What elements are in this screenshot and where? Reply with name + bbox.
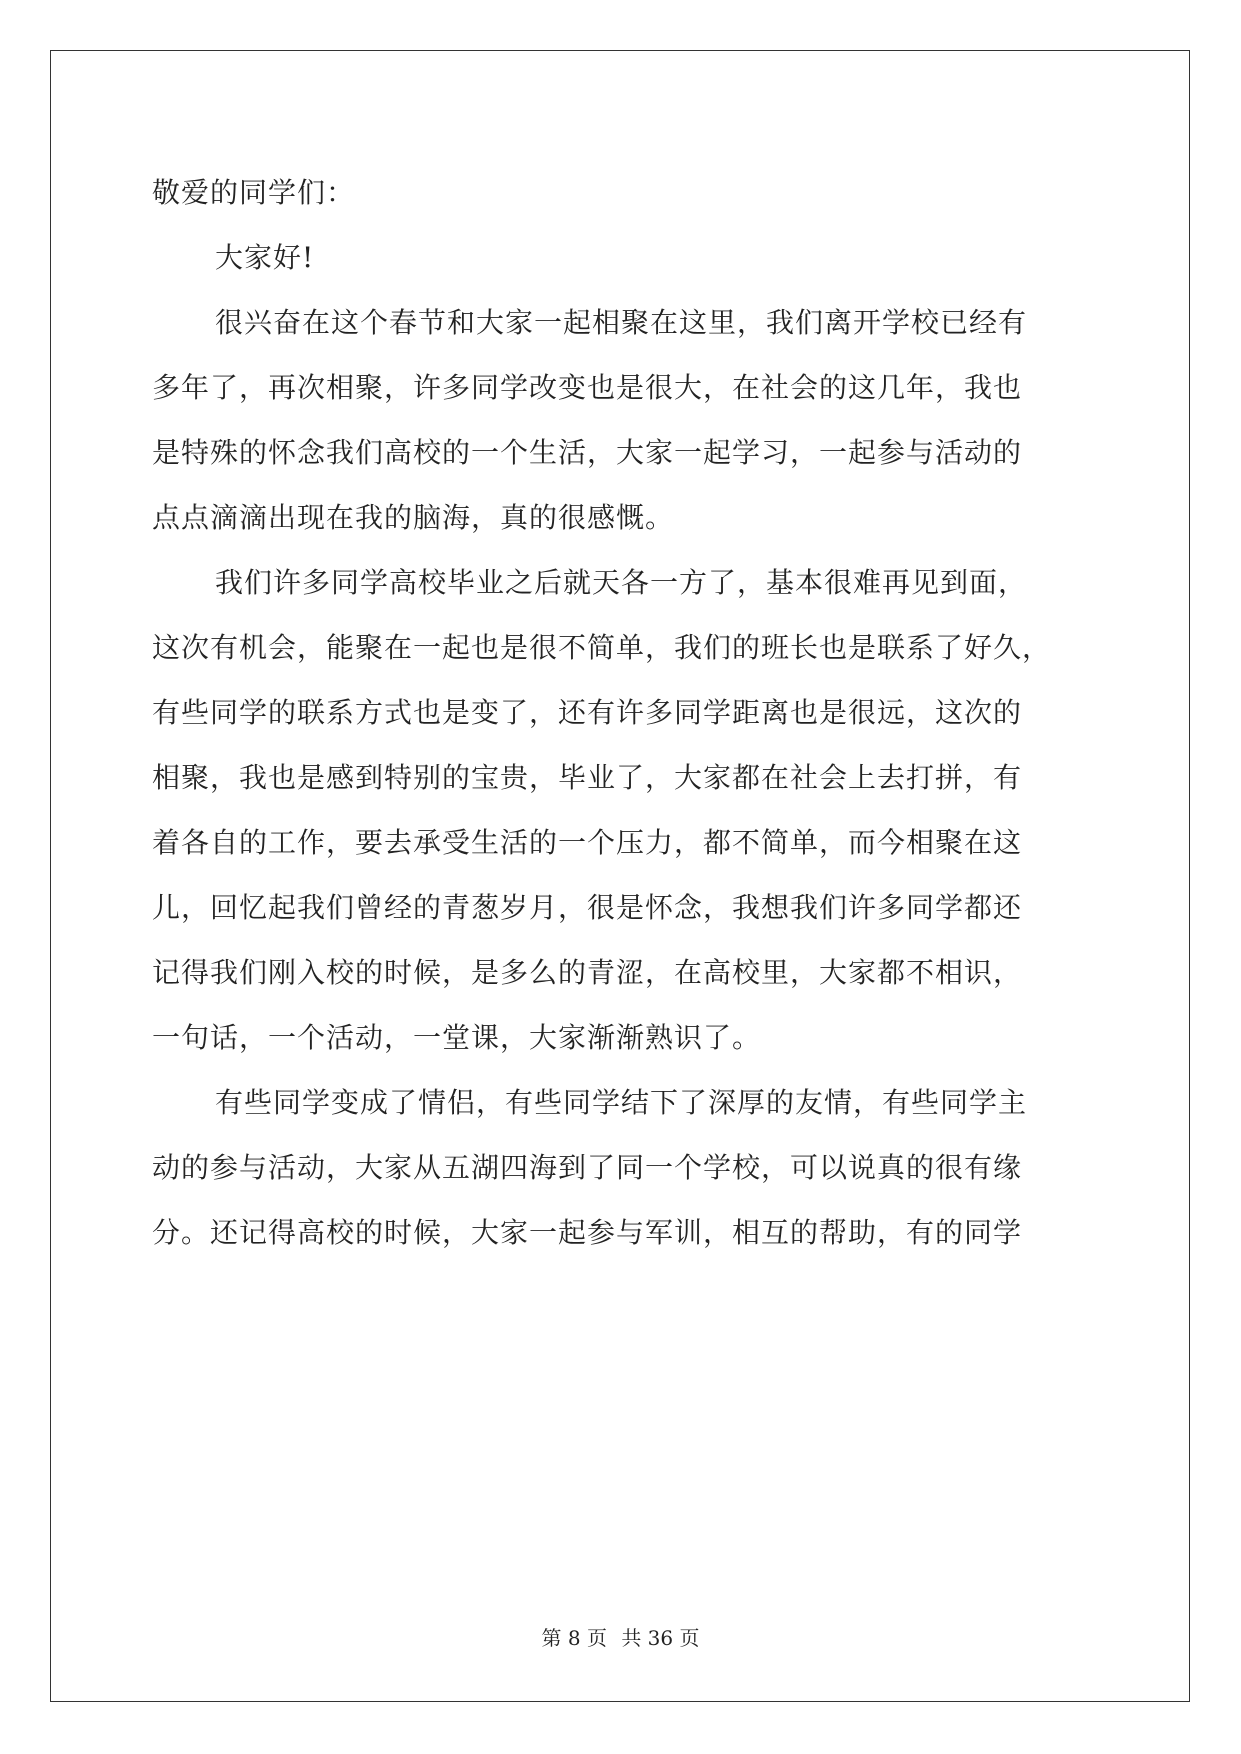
paragraph-line: 动的参与活动，大家从五湖四海到了同一个学校，可以说真的很有缘 <box>152 1151 1023 1184</box>
page-total: 共 36 页 <box>621 1626 700 1650</box>
page-footer <box>0 1622 1241 1651</box>
paragraph-line: 这次有机会，能聚在一起也是很不简单，我们的班长也是联系了好久， <box>152 631 1052 664</box>
paragraph-line: 点点滴滴出现在我的脑海，真的很感慨。 <box>152 501 675 534</box>
paragraph-line: 有些同学的联系方式也是变了，还有许多同学距离也是很远，这次的 <box>152 696 1023 729</box>
paragraph-line: 着各自的工作，要去承受生活的一个压力，都不简单，而今相聚在这 <box>152 826 1023 859</box>
paragraph-line: 很兴奋在这个春节和大家一起相聚在这里，我们离开学校已经有 <box>215 306 1028 339</box>
document-body <box>152 160 1097 1265</box>
paragraph-line: 记得我们刚入校的时候，是多么的青涩，在高校里，大家都不相识， <box>152 956 1023 989</box>
paragraph-line: 相聚，我也是感到特别的宝贵，毕业了，大家都在社会上去打拼，有 <box>152 761 1023 794</box>
paragraph-line: 我们许多同学高校毕业之后就天各一方了，基本很难再见到面， <box>215 566 1028 599</box>
paragraph-2 <box>152 290 1097 550</box>
paragraph-1 <box>152 225 1097 290</box>
paragraph-line: 多年了，再次相聚，许多同学改变也是很大，在社会的这几年，我也 <box>152 371 1023 404</box>
paragraph-line: 有些同学变成了情侣，有些同学结下了深厚的友情，有些同学主 <box>215 1086 1028 1119</box>
paragraph-4 <box>152 1070 1097 1265</box>
paragraph-line: 大家好! <box>215 241 315 274</box>
paragraph-line: 分。还记得高校的时候，大家一起参与军训，相互的帮助，有的同学 <box>152 1216 1023 1249</box>
paragraph-line: 儿，回忆起我们曾经的青葱岁月，很是怀念，我想我们许多同学都还 <box>152 891 1023 924</box>
page-number: 第 8 页 <box>541 1626 607 1650</box>
paragraph-3 <box>152 550 1097 1070</box>
paragraph-line: 是特殊的怀念我们高校的一个生活，大家一起学习，一起参与活动的 <box>152 436 1023 469</box>
paragraph-line: 一句话，一个活动，一堂课，大家渐渐熟识了。 <box>152 1021 762 1054</box>
greeting: 敬爱的同学们： <box>152 176 356 209</box>
